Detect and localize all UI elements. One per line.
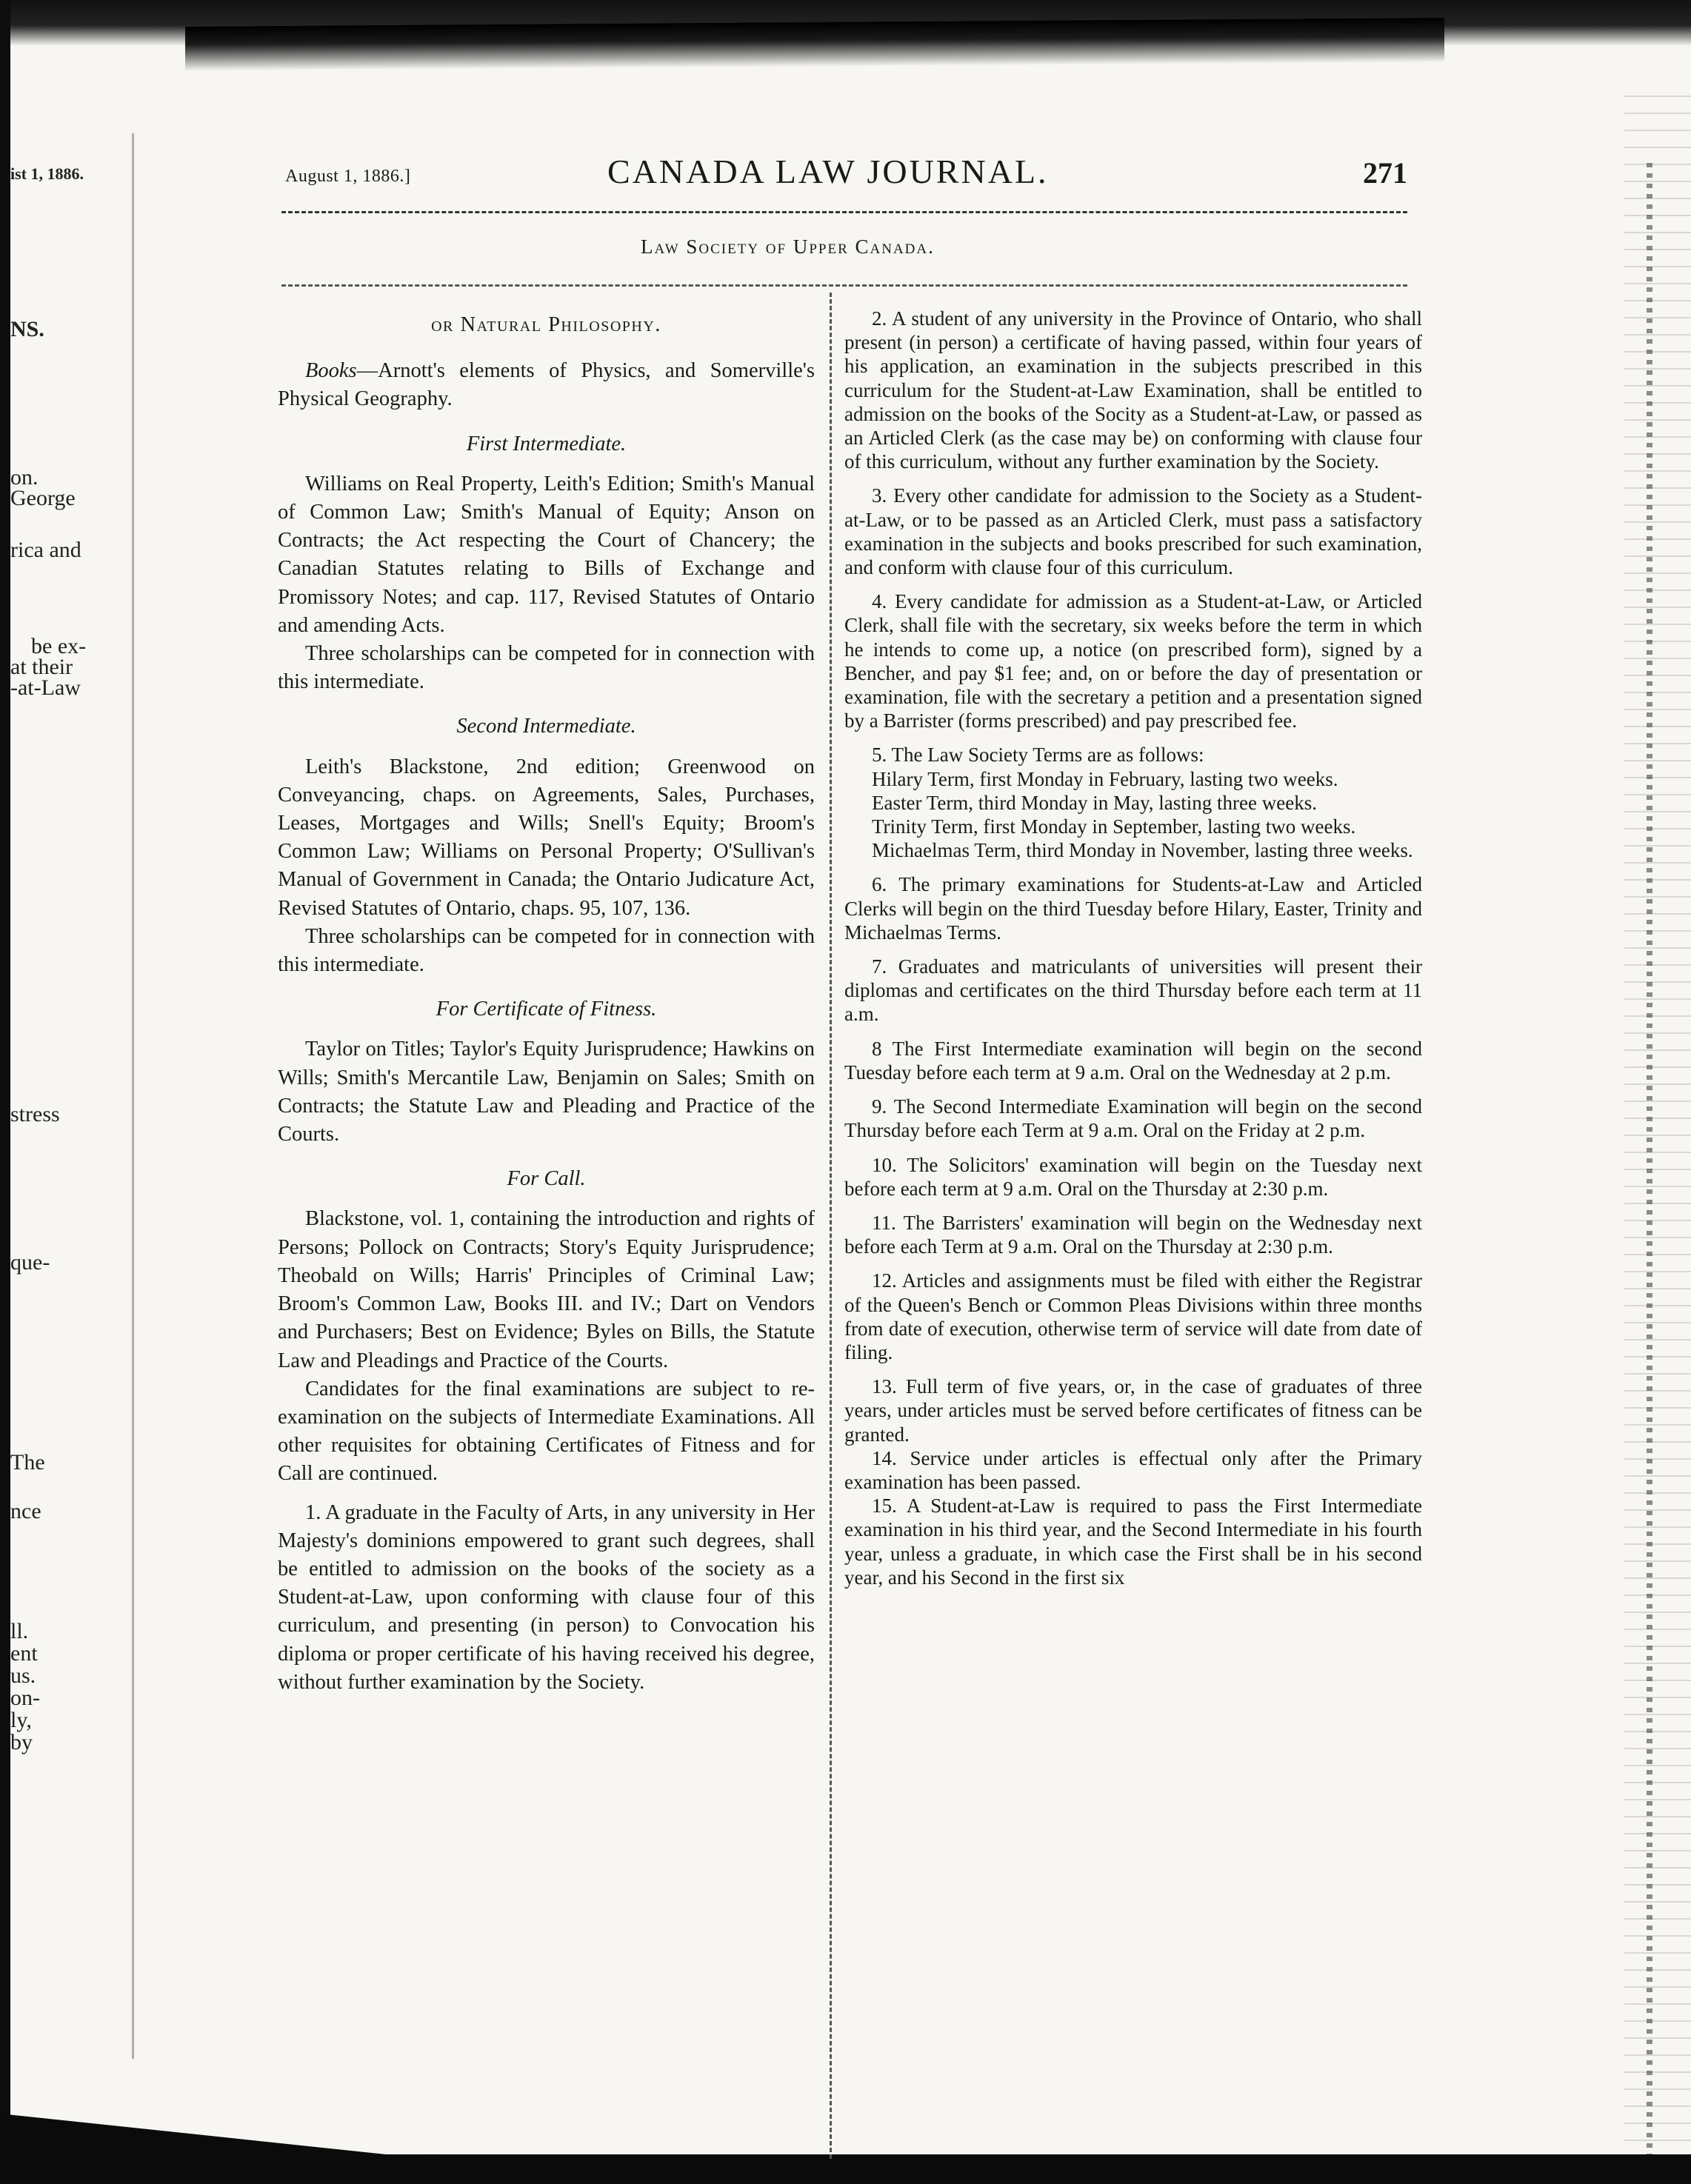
numbered-clause: 11. The Barristers' examination will begin on the Wednesday next before each Term at 9 a.m. Oral on the Thursday at 2:30 p.m. xyxy=(844,1211,1422,1258)
right-column xyxy=(844,295,1422,1589)
prev-page-text: on- xyxy=(10,1686,40,1710)
prev-page-text: be ex- xyxy=(31,634,87,658)
term-entry: Hilary Term, first Monday in February, lasting two weeks. xyxy=(872,767,1338,790)
subject-heading: or Natural Philosophy. xyxy=(431,313,661,336)
section-rule xyxy=(281,284,1407,287)
column-divider xyxy=(830,293,832,2159)
paragraph: Three scholarships can be competed for in connection with this intermediate. xyxy=(278,642,815,694)
paragraph: Candidates for the final examinations are subject to re-examination on the subjects of Intermediate Examinations. All other requisites for obtaining Certificates of Fitness and for Call are continued. xyxy=(278,1377,815,1486)
paragraph: Leith's Blackstone, 2nd edition; Greenwood on Conveyancing, chaps. on Agreements, Sales, Purchases, Leases, Mortgages and Wills; Snell's Equity; Broom's Common Law; Williams on Personal Property; O'Sullivan's Manual of Government in Canada; the Ontario Judicature Act, Revised Statutes of Ontario, chaps. 95, 107, 136. xyxy=(278,755,815,920)
books-label: Books xyxy=(305,359,357,383)
numbered-clause: 5. The Law Society Terms are as follows: xyxy=(872,744,1204,767)
prev-page-text: George xyxy=(10,486,76,510)
gutter-divider xyxy=(132,133,134,2059)
prev-page-text: rica and xyxy=(10,538,81,562)
numbered-clause: 6. The primary examinations for Students-at-Law and Articled Clerks will begin on the third Tuesday before Hilary, Easter, Trinity and Michaelmas Terms. xyxy=(844,873,1422,944)
paragraph: Williams on Real Property, Leith's Edition; Smith's Manual of Common Law; Smith's Manual of Equity; Anson on Contracts; the Act respecting the Court of Chancery; the Canadian Statutes relating to Bills of Exchange and Promissory Notes; and cap. 117, Revised Statutes of Ontario and amending Acts. xyxy=(278,472,815,637)
heading-certificate-of-fitness: For Certificate of Fitness. xyxy=(436,998,657,1021)
term-entry: Michaelmas Term, third Monday in November, lasting three weeks. xyxy=(872,839,1413,862)
heading-second-intermediate: Second Intermediate. xyxy=(456,715,636,738)
heading-for-call: For Call. xyxy=(507,1167,586,1191)
numbered-clause: 4. Every candidate for admission as a Student-at-Law, or Articled Clerk, shall file with the secretary, six weeks before the term in which he intends to come up, a notice (on prescribed form), signed by a Bencher, and pay $1 fee; and, on or before the day of presentation or examination, file with the secretary a petition and a presentation signed by a Barrister (forms prescribed) and pay prescribed fee. xyxy=(844,590,1422,732)
section-title: Law Society of Upper Canada. xyxy=(641,236,935,258)
prev-page-text: on. xyxy=(10,465,39,490)
books-text: —Arnott's elements of Physics, and Somerville's Physical Geography. xyxy=(278,359,815,411)
prev-page-text: NS. xyxy=(10,317,44,341)
prev-page-text: ll. xyxy=(10,1619,29,1643)
heading-first-intermediate: First Intermediate. xyxy=(466,432,627,455)
prev-page-text: ly, xyxy=(10,1708,32,1732)
prev-page-text: que- xyxy=(10,1250,50,1275)
numbered-clause: 9. The Second Intermediate Examination will begin on the second Thursday before each Term at 9 a.m. Oral on the Friday at 2 p.m. xyxy=(844,1095,1422,1142)
numbered-clause: 8 The First Intermediate examination will begin on the second Tuesday before each term at 9 a.m. Oral on the Wednesday at 2 p.m. xyxy=(844,1037,1422,1083)
header-rule xyxy=(281,211,1407,213)
prev-page-text: -at-Law xyxy=(10,675,81,700)
numbered-clause: 14. Service under articles is effectual only after the Primary examination has been passed. xyxy=(844,1446,1422,1493)
prev-page-text: The xyxy=(10,1450,45,1475)
numbered-clause: 1. A graduate in the Faculty of Arts, in any university in Her Majesty's dominions empowered to grant such degrees, shall be entitled to admission on the books of the society as a Student-at-Law, upon conforming with clause four of this curriculum, and presenting (in person) to Convocation his diploma or proper certificate of his having received his degree, without further examination by the Society. xyxy=(278,1500,815,1694)
prev-page-text: at their xyxy=(10,655,73,679)
numbered-clause: 3. Every other candidate for admission to the Society as a Student-at-Law, or to be passed as an Articled Clerk, must pass a satisfactory examination in the subjects and books prescribed for such examination, and conform with clause four of this curriculum. xyxy=(844,484,1422,579)
scan-right-noise xyxy=(1624,89,1691,2148)
term-entry: Trinity Term, first Monday in September, lasting two weeks. xyxy=(872,815,1356,838)
term-entry: Easter Term, third Monday in May, lasting three weeks. xyxy=(872,791,1317,814)
prev-page-text: stress xyxy=(10,1102,60,1126)
paragraph xyxy=(278,357,815,413)
numbered-clause: 7. Graduates and matriculants of universities will present their diplomas and certificates on the third Thursday before each term at 11 a.m. xyxy=(844,955,1422,1026)
header-date: August 1, 1886.] xyxy=(285,167,411,186)
paragraph: Three scholarships can be competed for in connection with this intermediate. xyxy=(278,924,815,977)
prev-page-text: nce xyxy=(10,1499,41,1523)
prev-page-text: ent xyxy=(10,1641,38,1666)
prev-page-date: ist 1, 1886. xyxy=(10,164,84,183)
prev-page-text: us. xyxy=(10,1663,36,1688)
paragraph: Blackstone, vol. 1, containing the introduction and rights of Persons; Pollock on Contracts; Story's Equity Jurisprudence; Theobald on Wills; Harris' Principles of Criminal Law; Broom's Common Law, Books III. and IV.; Dart on Vendors and Purchasers; Best on Evidence; Byles on Bills, the Statute Law and Pleadings and Practice of the Courts. xyxy=(278,1207,815,1372)
paragraph: Taylor on Titles; Taylor's Equity Jurisprudence; Hawkins on Wills; Smith's Mercantile Law, Benjamin on Sales; Smith on Contracts; the Statute Law and Pleading and Practice of the Courts. xyxy=(278,1038,815,1146)
scan-top-shadow xyxy=(185,18,1444,71)
previous-page-strip xyxy=(10,0,129,2184)
numbered-clause: 2. A student of any university in the Province of Ontario, who shall present (in person) a certificate of having passed, within four years of his application, an examination in the subjects prescribed in this curriculum for the Student-at-Law Examination, shall be entitled to admission on the books of the Socity as a Student-at-Law, or passed as an Articled Clerk (as the case may be) on conforming with clause four of this curriculum, without any further examination by the Society. xyxy=(844,307,1422,473)
numbered-clause: 10. The Solicitors' examination will begin on the Tuesday next before each term at 9 a.m. Oral on the Thursday at 2:30 p.m. xyxy=(844,1153,1422,1200)
journal-title: CANADA LAW JOURNAL. xyxy=(607,153,1049,190)
prev-page-text: by xyxy=(10,1730,33,1754)
numbered-clause: 12. Articles and assignments must be filed with either the Registrar of the Queen's Bench or Common Pleas Divisions within three months from date of execution, otherwise term of service will date from date of filing. xyxy=(844,1269,1422,1363)
numbered-clause: 15. A Student-at-Law is required to pass the First Intermediate examination in his third year, and the Second Intermediate in his fourth year, unless a graduate, in which case the First shall be in his second year, and his Second in the first six xyxy=(844,1495,1422,1589)
scan-right-border xyxy=(1647,163,1652,2177)
left-column xyxy=(278,295,815,1697)
numbered-clause: 13. Full term of five years, or, in the case of graduates of three years, under articles must be served before certificates of fitness can be granted. xyxy=(844,1375,1422,1446)
page-number: 271 xyxy=(1363,156,1407,190)
scan-left-edge xyxy=(0,0,10,2184)
